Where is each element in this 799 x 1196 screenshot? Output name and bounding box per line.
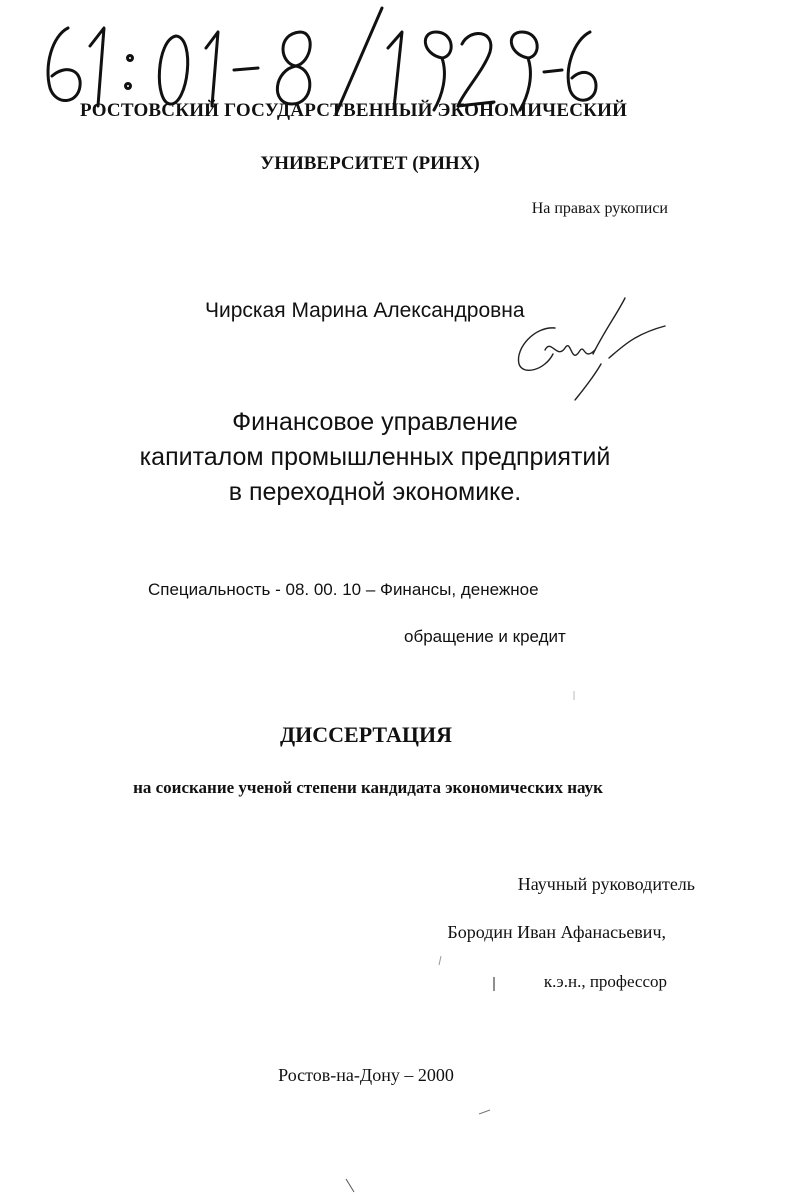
scan-mark [478,1108,492,1116]
dissertation-title-line1: Финансовое управление [232,408,518,436]
author-signature [505,290,675,410]
supervisor-name: Бородин Иван Афанасьевич, [447,922,666,942]
specialty-line1: Специальность - 08. 00. 10 – Финансы, денежное [148,580,539,599]
supervisor-label: Научный руководитель [517,874,695,894]
author-name: Чирская Марина Александровна [205,299,525,322]
specialty-line2: обращение и кредит [404,627,566,646]
supervisor-title: к.э.н., профессор [543,972,667,991]
scan-mark [490,975,498,995]
university-name-line1: РОСТОВСКИЙ ГОСУДАРСТВЕННЫЙ ЭКОНОМИЧЕСКИЙ [80,100,628,121]
city-year: Ростов-на-Дону – 2000 [278,1065,454,1085]
scan-mark [343,1178,357,1194]
dissertation-title-line3: в переходной экономике. [228,478,522,506]
work-type-heading: ДИССЕРТАЦИЯ [280,722,452,747]
dissertation-title-line2: капиталом промышленных предприятий [139,443,611,471]
degree-line: на соискание ученой степени кандидата экономических наук [133,778,603,797]
scan-mark [571,690,577,702]
rights-note: На правах рукописи [531,200,668,217]
scan-mark [436,955,444,969]
university-name-line2: УНИВЕРСИТЕТ (РИНХ) [260,153,480,174]
